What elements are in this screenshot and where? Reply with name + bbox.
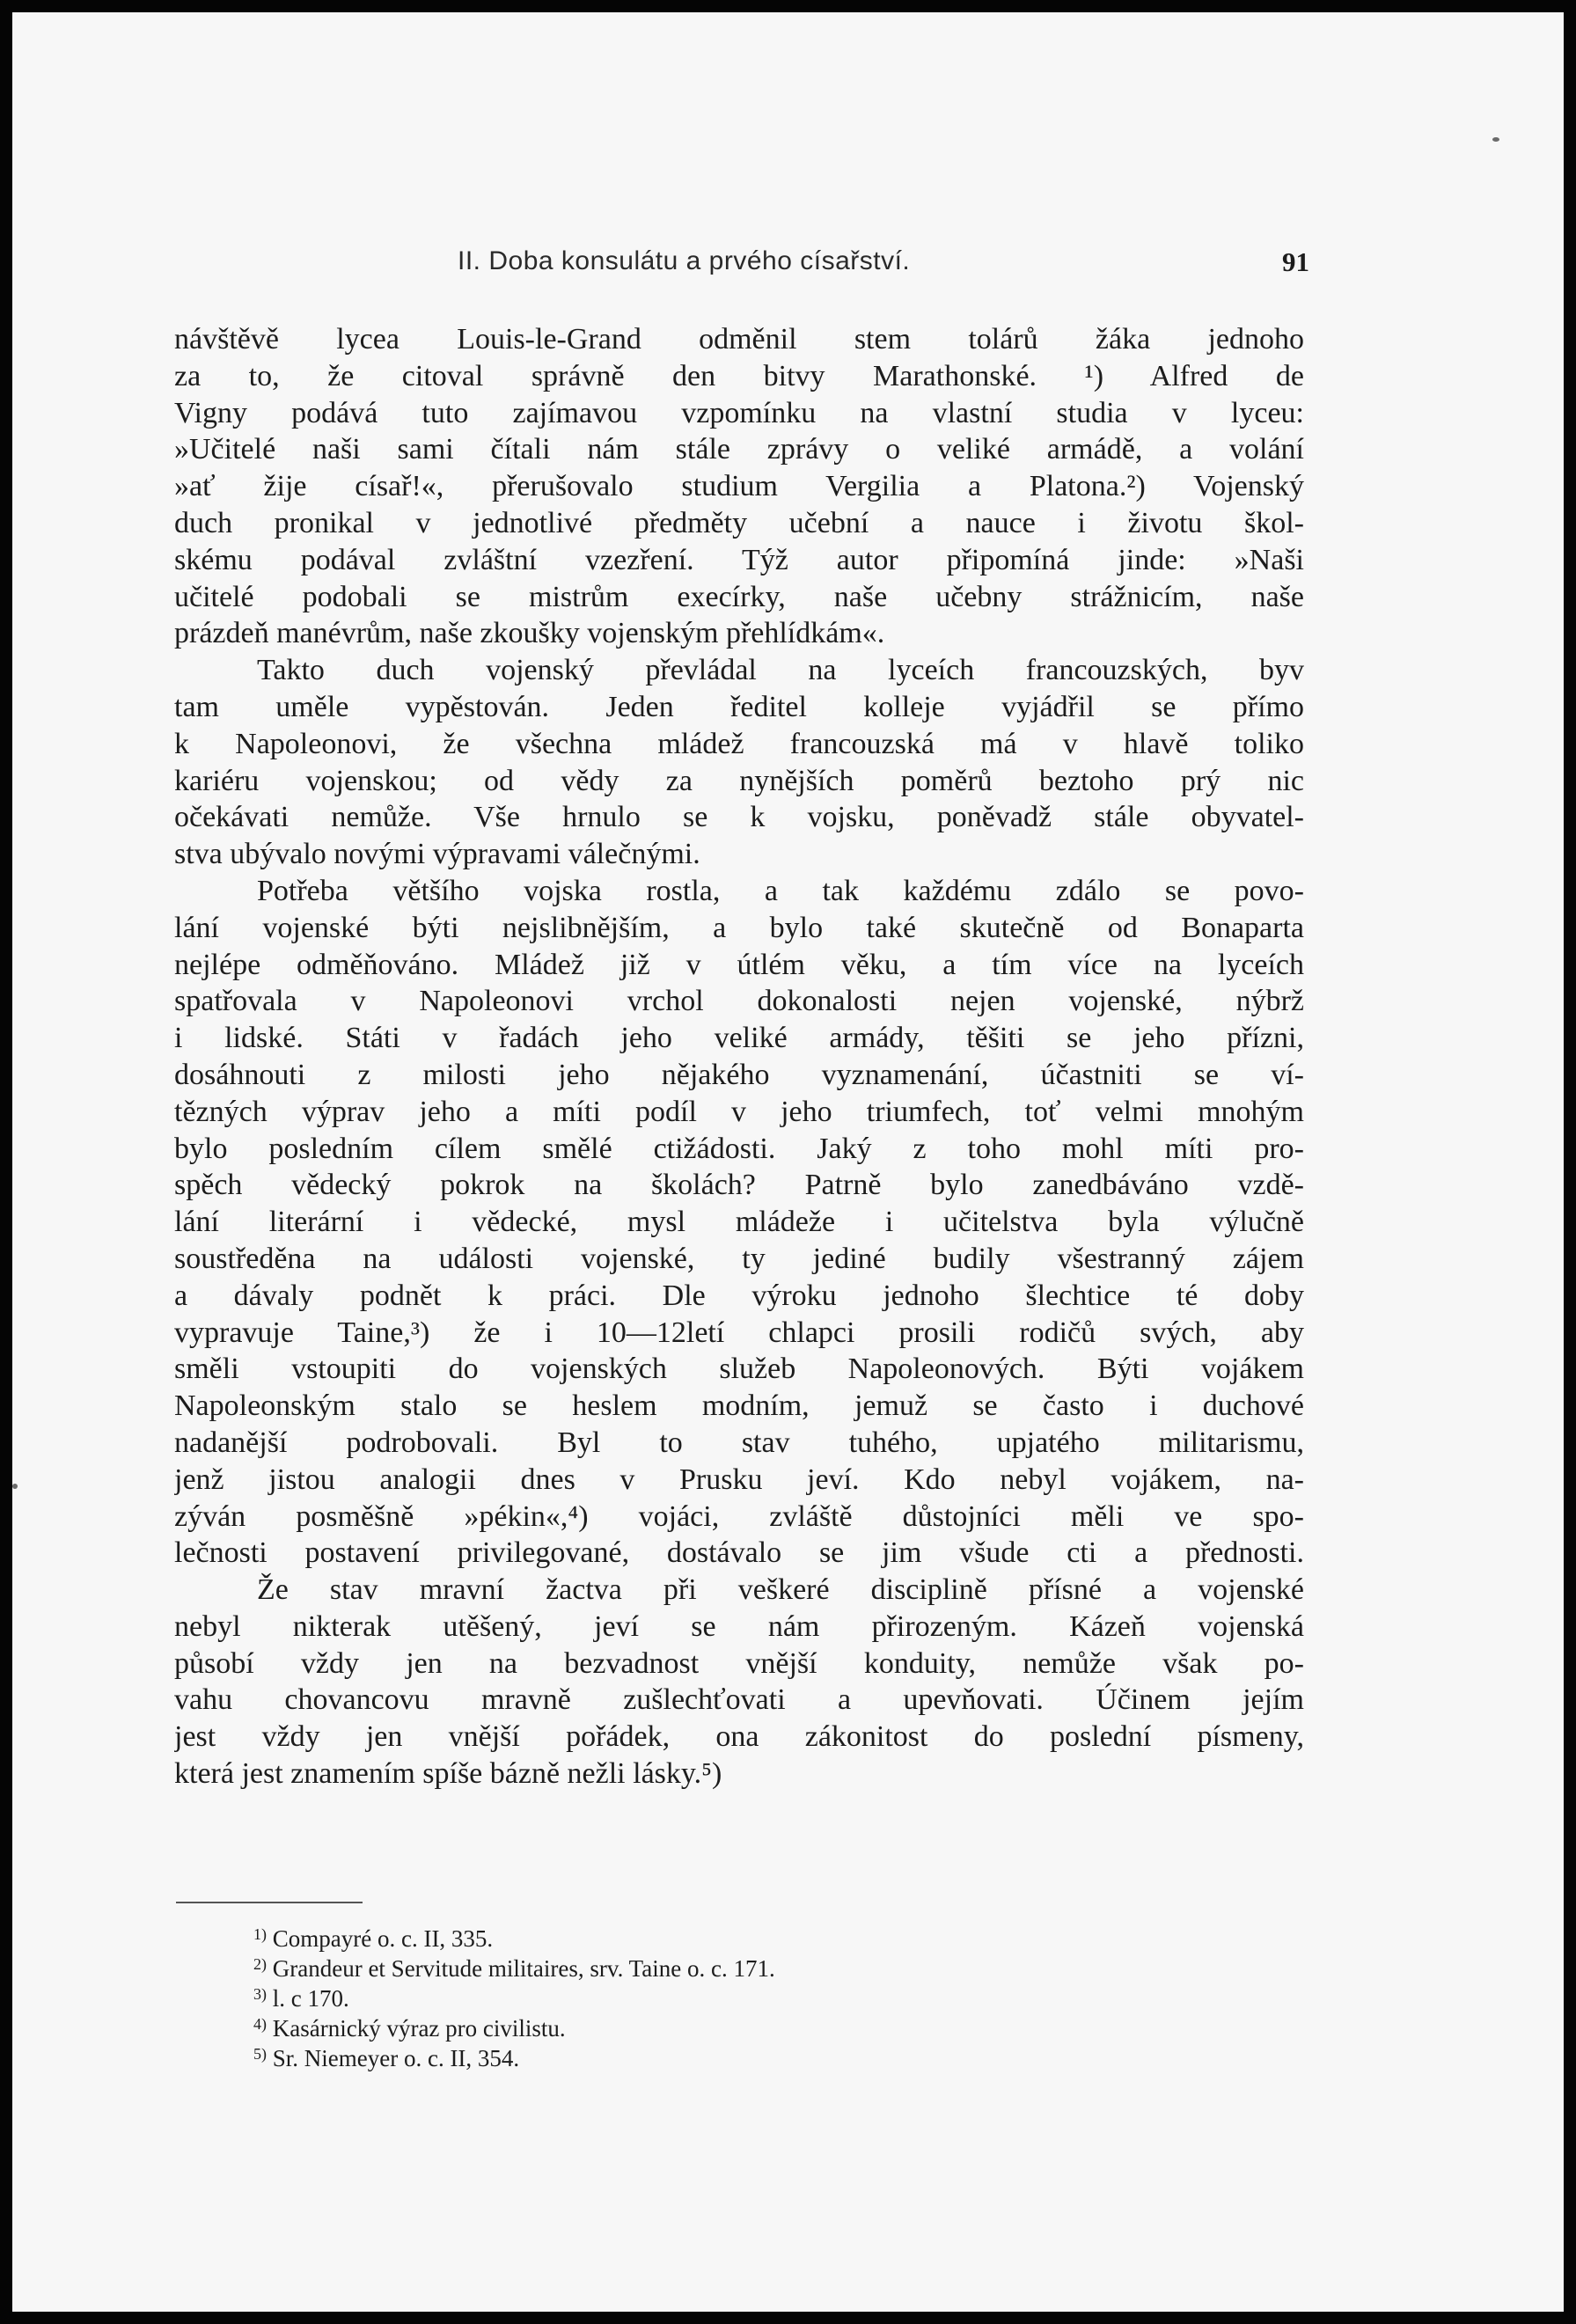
footnote-mark: 3): [253, 1985, 267, 2003]
text-line: »ať žije císař!«, přerušovalo studium Vergilia a Platona.²) Vojenský: [174, 470, 1304, 503]
text-line: působí vždy jen na bezvadnost vnější konduity, nemůže však po-: [174, 1646, 1304, 1680]
text-line: jest vždy jen vnější pořádek, ona zákonitost do poslední písmeny,: [174, 1720, 1304, 1754]
text-line: duch pronikal v jednotlivé předměty učební a nauce i životu škol-: [174, 506, 1304, 539]
text-line: zýván posměšně »pékin«,⁴) vojáci, zvláště důstojníci měli ve spo-: [174, 1499, 1304, 1533]
text-line: prázdeň manévrům, naše zkoušky vojenským přehlídkám«.: [174, 617, 885, 650]
text-line: dosáhnouti z milosti jeho nějakého vyznamenání, účastniti se ví-: [174, 1058, 1304, 1091]
text-line: Takto duch vojenský převládal na lyceích francouzských, byv: [257, 654, 1304, 687]
text-line: učitelé podobali se mistrům execírky, naše učebny strážnicím, naše: [174, 580, 1304, 613]
footnote-text: l. c 170.: [272, 1985, 349, 2012]
text-line: stva ubývalo novými výpravami válečnými.: [174, 838, 700, 871]
footnote: [253, 1919, 1133, 1952]
footnote: [253, 2039, 1133, 2069]
footnote-mark: 1): [253, 1925, 267, 1943]
footnote: [253, 1979, 1133, 2012]
text-line: bylo posledním cílem smělé ctižádosti. Jaký z toho mohl míti pro-: [174, 1132, 1304, 1165]
scan-border-top: [0, 0, 1576, 12]
footnote: [253, 1949, 1133, 1982]
text-line: nejlépe odměňováno. Mládež již v útlém věku, a tím více na lyceích: [174, 948, 1304, 981]
text-line: soustředěna na události vojenské, ty jediné budily všestranný zájem: [174, 1242, 1304, 1275]
text-line: návštěvě lycea Louis-le-Grand odměnil stem tolárů žáka jednoho: [174, 323, 1304, 356]
text-line: k Napoleonovi, že všechna mládež francouzská má v hlavě toliko: [174, 727, 1304, 760]
text-line: Že stav mravní žactva při veškeré disciplině přísné a vojenské: [257, 1573, 1304, 1607]
footnote-text: Sr. Niemeyer o. c. II, 354.: [272, 2045, 520, 2071]
text-line: Napoleonským stalo se heslem modním, jemuž se často i duchové: [174, 1389, 1304, 1423]
footnote-mark: 5): [253, 2045, 267, 2063]
running-title: II. Doba konsulátu a prvého císařství.: [458, 246, 911, 275]
scan-border-left: [0, 0, 12, 2324]
footnotes: [253, 1919, 1133, 2069]
text-line: tězných výprav jeho a míti podíl v jeho triumfech, toť velmi mnohým: [174, 1095, 1304, 1128]
scan-border-bottom: [0, 2312, 1576, 2324]
footnote-text: Compayré o. c. II, 335.: [272, 1925, 494, 1952]
footnote-separator: [176, 1902, 363, 1903]
text-line: nebyl nikterak utěšený, jeví se nám přirozeným. Kázeň vojenská: [174, 1609, 1304, 1643]
running-header: [458, 246, 1309, 285]
text-line: lečnosti postavení privilegované, dostávalo se jim všude cti a přednosti.: [174, 1536, 1304, 1570]
text-line: i lidské. Státi v řadách jeho veliké armády, těšiti se jeho přízni,: [174, 1022, 1304, 1055]
text-line: tam uměle vypěstován. Jeden ředitel kolleje vyjádřil se přímo: [174, 690, 1304, 723]
text-line: Vigny podává tuto zajímavou vzpomínku na vlastní studia v lyceu:: [174, 396, 1304, 429]
text-line: která jest znamením spíše bázně nežli lásky.⁵): [174, 1757, 722, 1791]
text-line: směli vstoupiti do vojenských služeb Napoleonových. Býti vojákem: [174, 1353, 1304, 1386]
text-line: jenž jistou analogii dnes v Prusku jeví. Kdo nebyl vojákem, na-: [174, 1463, 1304, 1496]
body-text: [174, 321, 1304, 1792]
text-line: nadanější podrobovali. Byl to stav tuhého, upjatého militarismu,: [174, 1426, 1304, 1459]
text-line: Potřeba většího vojska rostla, a tak každému zdálo se povo-: [257, 874, 1304, 907]
footnote: [253, 2009, 1133, 2042]
text-line: spatřovala v Napoleonovi vrchol dokonalosti nejen vojenské, nýbrž: [174, 985, 1304, 1018]
text-line: očekávati nemůže. Vše hrnulo se k vojsku, poněvadž stále obyvatel-: [174, 801, 1304, 834]
footnote-text: Grandeur et Servitude militaires, srv. Taine o. c. 171.: [272, 1955, 775, 1982]
text-line: kariéru vojenskou; od vědy za nynějších poměrů beztoho prý nic: [174, 764, 1304, 797]
scan-speck: [12, 1484, 18, 1489]
footnote-text: Kasárnický výraz pro civilistu.: [272, 2015, 566, 2042]
text-line: »Učitelé naši sami čítali nám stále zprávy o veliké armádě, a volání: [174, 433, 1304, 466]
text-line: lání literární i vědecké, mysl mládeže i učitelstva byla výlučně: [174, 1206, 1304, 1239]
footnote-mark: 2): [253, 1955, 267, 1973]
text-line: za to, že citoval správně den bitvy Marathonské. ¹) Alfred de: [174, 359, 1304, 392]
text-line: lání vojenské býti nejslibnějším, a bylo také skutečně od Bonaparta: [174, 911, 1304, 944]
page-number: 91: [1282, 246, 1309, 277]
scan-speck: [1492, 137, 1499, 142]
text-line: a dávaly podnět k práci. Dle výroku jednoho šlechtice té doby: [174, 1279, 1304, 1312]
text-line: skému podával zvláštní vzezření. Týž autor připomíná jinde: »Naši: [174, 543, 1304, 576]
text-line: vypravuje Taine,³) že i 10—12letí chlapci prosili rodičů svých, aby: [174, 1316, 1304, 1349]
text-line: vahu chovancovu mravně zušlechťovati a upevňovati. Účinem jejím: [174, 1683, 1304, 1717]
text-line: spěch vědecký pokrok na školách? Patrně bylo zanedbáváno vzdě-: [174, 1169, 1304, 1202]
scan-border-right: [1564, 0, 1576, 2324]
footnote-mark: 4): [253, 2015, 267, 2033]
